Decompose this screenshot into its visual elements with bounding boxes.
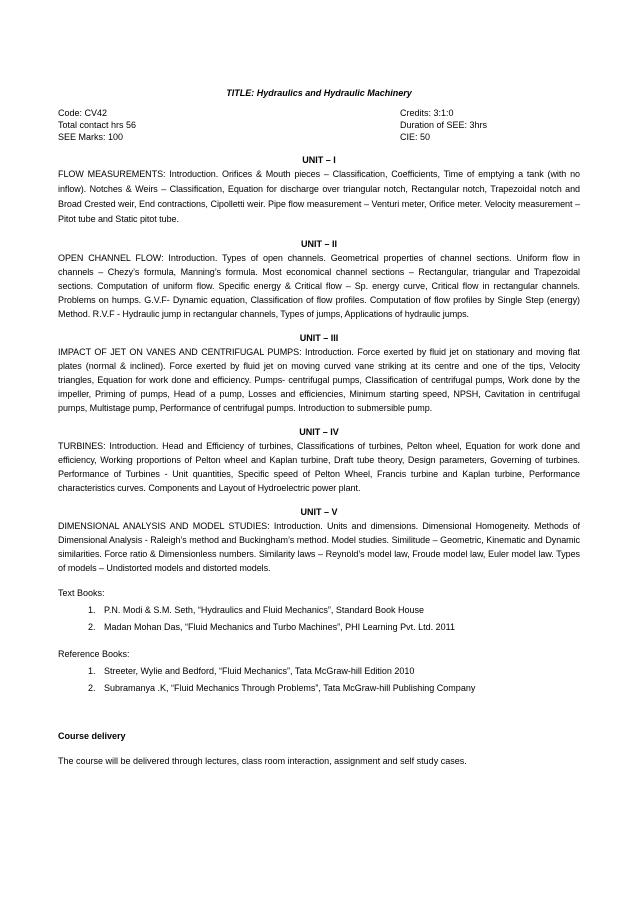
reference-books bbox=[58, 646, 580, 697]
course-delivery-heading: Course delivery bbox=[58, 731, 126, 741]
see-duration: Duration of SEE: 3hrs bbox=[400, 120, 488, 130]
unit-content: TURBINES: Introduction. Head and Efficiency of turbines, Classifications of turbines, Pelton wheel, Equation for work done and efficiency, Working proportions of Pelton wheel and Kaplan turbine, Draft tube theory, Design parameters, Governing of turbines. Performance of Turbines - Unit quantities, Specific speed of Pelton Wheel, Francis turbine and Kaplan turbine, Performance characteristics curves. Components and Layout of Hydroelectric power plant. bbox=[58, 441, 580, 493]
syllabus-page bbox=[58, 88, 580, 766]
unit-content: DIMENSIONAL ANALYSIS AND MODEL STUDIES: Introduction. Units and dimensions. Dimensional Homogeneity. Methods of Dimensional Analysis - Raleigh’s method and Buckingham’s method. Model studies. Similitude – Geometric, Kinematic and Dynamic similarities. Force ratio & Dimensionless numbers. Similarity laws – Reynold’s model law, Froude model law, Euler model law. Types of models – Undistorted models and distorted models. bbox=[58, 521, 580, 573]
unit-content: FLOW MEASUREMENTS: Introduction. Orifices & Mouth pieces – Classification, Coefficients, Time of emptying a tank (with no inflow). Notches & Weirs – Classification, Equation for discharge over triangular notch, Rectangular notch, Trapezoidal notch and Broad Crested weir, End contractions, Cipolletti weir. Pipe flow measurement – Venturi meter, Orifice meter. Velocity measurement – Pitot tube and Static pitot tube. bbox=[58, 169, 580, 224]
unit-heading: UNIT – V bbox=[300, 507, 338, 517]
unit-content: OPEN CHANNEL FLOW: Introduction. Types of open channels. Geometrical properties of channel sections. Uniform flow in channels – Chezy’s formula, Manning’s formula. Most economical channel sections – Rectangular, triangular and Trapezoidal sections. Computation of uniform flow. Specific energy & Critical flow – Sp. energy curve, Critical flow in rectangular channels. Problems on humps. G.V.F- Dynamic equation, Classification of flow profiles. Computation of flow profiles by Single Step (energy) Method. R.V.F - Hydraulic jump in rectangular channels, Types of jumps, Applications of hydraulic jumps. bbox=[58, 253, 580, 319]
text-books bbox=[58, 585, 580, 636]
unit-1 bbox=[58, 154, 580, 227]
reference-book-item: 1. Streeter, Wylie and Bedford, “Fluid Mechanics”, Tata McGraw-hill Edition 2010 bbox=[98, 663, 580, 680]
unit-heading: UNIT – III bbox=[299, 333, 339, 343]
cie-marks: CIE: 50 bbox=[400, 132, 431, 142]
unit-content: IMPACT OF JET ON VANES AND CENTRIFUGAL PUMPS: Introduction. Force exerted by fluid jet on stationary and moving flat plates (normal & inclined). Force exerted by fluid jet on moving curved vane striking at its centre and one of the tips, Velocity triangles, Equation for work done and efficiency. Pumps- centrifugal pumps, Classification of centrifugal pumps, Work done by the impeller, Priming of pumps, Head of a pump, Losses and efficiencies, Minimum starting speed, NPSH, Cavitation in centrifugal pumps, Multistage pump, Performance of centrifugal pumps. Introduction to submersible pump. bbox=[58, 347, 580, 413]
contact-hours: Total contact hrs 56 bbox=[58, 120, 137, 130]
unit-4 bbox=[58, 426, 580, 495]
text-book-item: 1. P.N. Modi & S.M. Seth, “Hydraulics and Fluid Mechanics”, Standard Book House bbox=[98, 602, 580, 619]
reference-books-label: Reference Books: bbox=[58, 649, 130, 659]
unit-5 bbox=[58, 506, 580, 575]
course-credits: Credits: 3:1:0 bbox=[400, 108, 454, 118]
unit-3 bbox=[58, 332, 580, 415]
course-title: TITLE: Hydraulics and Hydraulic Machinery bbox=[226, 88, 412, 98]
text-books-label: Text Books: bbox=[58, 588, 105, 598]
unit-heading: UNIT – II bbox=[300, 239, 337, 249]
reference-book-item: 2. Subramanya .K, “Fluid Mechanics Through Problems”, Tata McGraw-hill Publishing Company bbox=[98, 680, 580, 697]
text-book-item: 2. Madan Mohan Das, “Fluid Mechanics and Turbo Machines”, PHI Learning Pvt. Ltd. 2011 bbox=[98, 619, 580, 636]
see-marks: SEE Marks: 100 bbox=[58, 132, 124, 142]
unit-heading: UNIT – IV bbox=[299, 427, 339, 437]
course-code: Code: CV42 bbox=[58, 108, 108, 118]
unit-2 bbox=[58, 238, 580, 321]
unit-heading: UNIT – I bbox=[302, 155, 336, 165]
course-delivery-text: The course will be delivered through lectures, class room interaction, assignment and self study cases. bbox=[58, 756, 467, 766]
course-meta bbox=[58, 107, 580, 143]
